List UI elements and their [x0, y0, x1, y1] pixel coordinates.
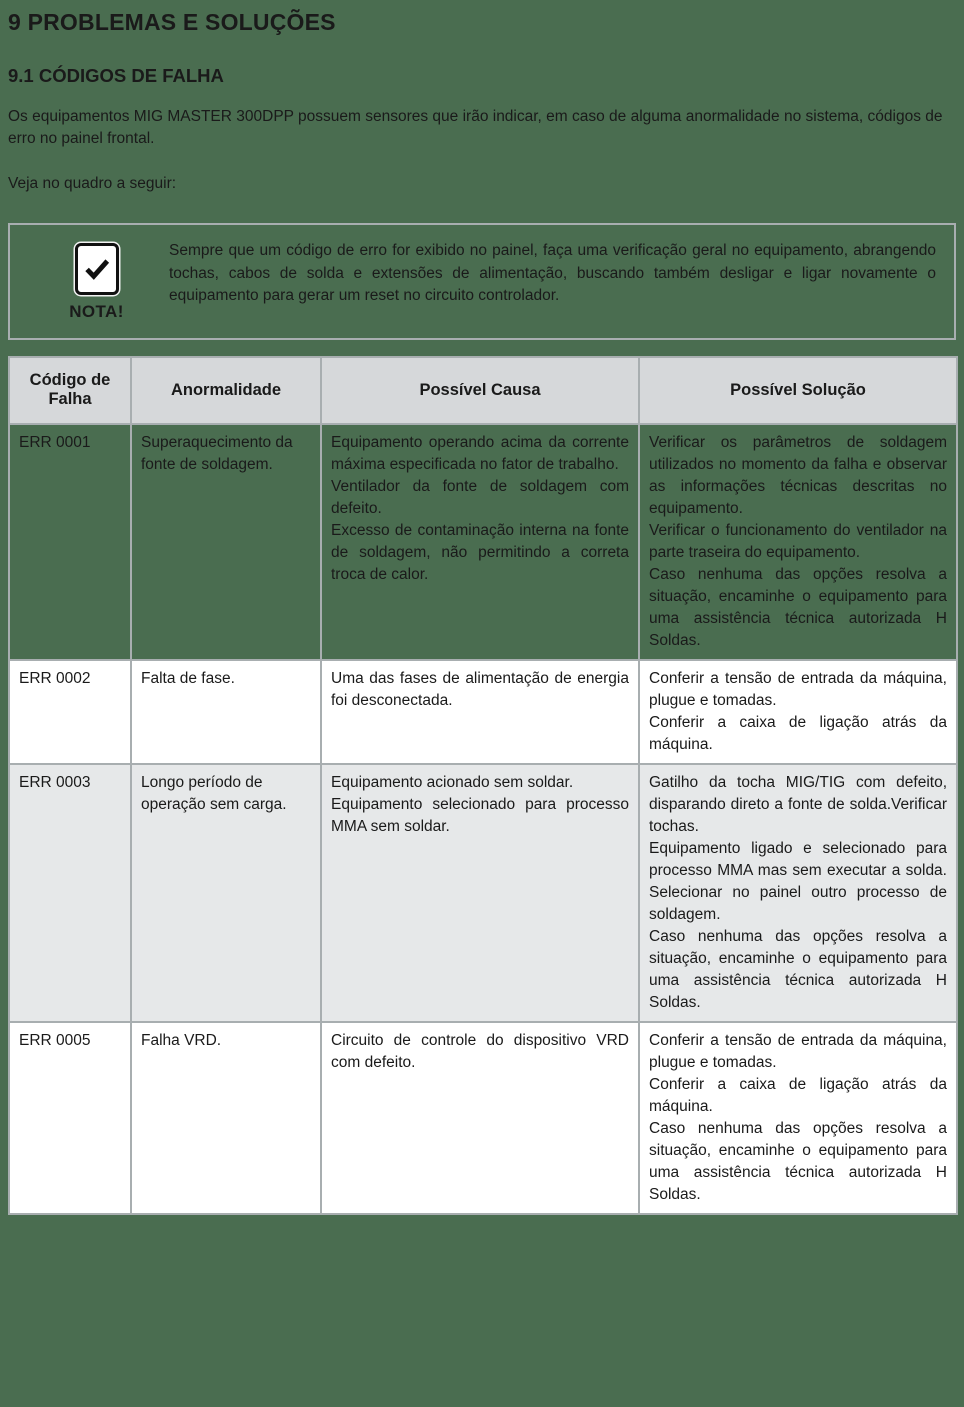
- cause-line: Excesso de contaminação interna na fonte de soldagem, não permitindo a correta troca de calor.: [331, 521, 629, 583]
- solution-line: Caso nenhuma das opções resolva a situação, encaminhe o equipamento para uma assistência técnica autorizada H Soldas.: [649, 927, 947, 1011]
- fault-code-table: [8, 356, 958, 1215]
- note-callout: [8, 223, 956, 340]
- column-header-code: Código de Falha: [9, 357, 131, 424]
- cell-cause: [321, 1022, 639, 1214]
- lead-in-text: Veja no quadro a seguir:: [8, 174, 177, 192]
- cause-line: Circuito de controle do dispositivo VRD com defeito.: [331, 1031, 629, 1071]
- cause-line: Uma das fases de alimentação de energia foi desconectada.: [331, 669, 629, 709]
- note-text: Sempre que um código de erro for exibido no painel, faça uma verificação geral no equipamento, abrangendo tochas, cabos de solda e extensões de alimentação, buscando também desligar e ligar novamente o equipamento para gerar um reset no circuito controlador.: [169, 241, 936, 305]
- solution-line: Conferir a caixa de ligação atrás da máquina.: [649, 1075, 947, 1115]
- note-icon-group: [24, 239, 169, 322]
- solution-line: Caso nenhuma das opções resolva a situação, encaminhe o equipamento para uma assistência técnica autorizada H Soldas.: [649, 1119, 947, 1203]
- table-row: [9, 1022, 957, 1214]
- table-row: [9, 424, 957, 660]
- cell-fault-code: ERR 0002: [9, 660, 131, 764]
- cell-solution: [639, 764, 957, 1022]
- note-label: NOTA!: [69, 301, 124, 321]
- cell-fault-code: ERR 0001: [9, 424, 131, 660]
- cell-anomaly: Falta de fase.: [131, 660, 321, 764]
- cell-solution: [639, 424, 957, 660]
- solution-line: Verificar os parâmetros de soldagem utilizados no momento da falha e observar as informações técnicas descritas no equipamento.: [649, 433, 947, 517]
- cell-solution: [639, 1022, 957, 1214]
- cell-solution: [639, 660, 957, 764]
- column-header-solution: Possível Solução: [639, 357, 957, 424]
- cell-anomaly: Longo período de operação sem carga.: [131, 764, 321, 1022]
- cause-line: Ventilador da fonte de soldagem com defeito.: [331, 477, 629, 517]
- intro-paragraph: Os equipamentos MIG MASTER 300DPP possuem sensores que irão indicar, em caso de alguma anormalidade no sistema, códigos de erro no painel frontal.: [8, 107, 943, 147]
- solution-line: Verificar o funcionamento do ventilador na parte traseira do equipamento.: [649, 521, 947, 561]
- cause-line: Equipamento selecionado para processo MMA sem soldar.: [331, 795, 629, 835]
- solution-line: Gatilho da tocha MIG/TIG com defeito, disparando direto a fonte de solda.Verificar tochas.: [649, 773, 947, 835]
- solution-line: Conferir a tensão de entrada da máquina, plugue e tomadas.: [649, 669, 947, 709]
- cell-cause: [321, 764, 639, 1022]
- cause-line: Equipamento acionado sem soldar.: [331, 773, 574, 791]
- column-header-cause: Possível Causa: [321, 357, 639, 424]
- table-row: [9, 660, 957, 764]
- cell-anomaly: Falha VRD.: [131, 1022, 321, 1214]
- table-header-row: [9, 357, 957, 424]
- table-row: [9, 764, 957, 1022]
- solution-line: Conferir a caixa de ligação atrás da máquina.: [649, 713, 947, 753]
- solution-line: Conferir a tensão de entrada da máquina, plugue e tomadas.: [649, 1031, 947, 1071]
- checkmark-icon: [75, 243, 119, 295]
- solution-line: Caso nenhuma das opções resolva a situação, encaminhe o equipamento para uma assistência técnica autorizada H Soldas.: [649, 565, 947, 649]
- cause-line: Equipamento operando acima da corrente máxima especificada no fator de trabalho.: [331, 433, 629, 473]
- solution-line: Equipamento ligado e selecionado para processo MMA mas sem executar a solda. Selecionar no painel outro processo de soldagem.: [649, 839, 947, 923]
- section-title: 9.1 CÓDIGOS DE FALHA: [8, 64, 224, 86]
- column-header-anomaly: Anormalidade: [131, 357, 321, 424]
- cell-cause: [321, 660, 639, 764]
- chapter-title: 9 PROBLEMAS E SOLUÇÕES: [8, 9, 336, 35]
- cell-fault-code: ERR 0005: [9, 1022, 131, 1214]
- cell-anomaly: Superaquecimento da fonte de soldagem.: [131, 424, 321, 660]
- cell-fault-code: ERR 0003: [9, 764, 131, 1022]
- cell-cause: [321, 424, 639, 660]
